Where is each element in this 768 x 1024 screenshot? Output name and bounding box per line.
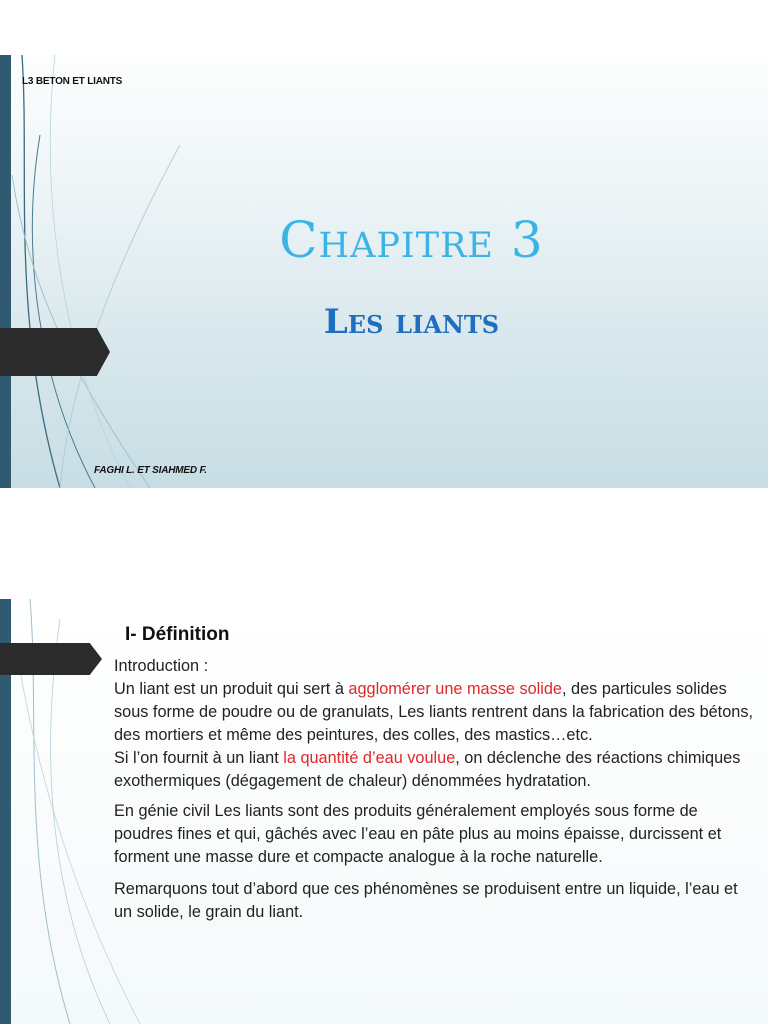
text-run: Si l’on fournit à un liant [114,749,284,767]
authors: FAGHI L. ET SIAHMED F. [94,465,207,476]
intro-label: Introduction : [114,657,209,675]
text-run: , on déclenche des réactions chimiques exothermiques (dégagement de chaleur) dénommées hydratation. [114,749,741,790]
body-text [114,655,754,924]
arrow-tab [0,643,102,675]
title-slide [0,55,768,488]
chapter-subtitle: Les liants [323,302,500,342]
definition-slide [0,599,768,1024]
paragraph-1 [114,678,754,793]
paragraph-2: En génie civil Les liants sont des produits généralement employés sous forme de poudres fines et qui, gâchés avec l’eau en pâte plus au moins épaisse, durcissent et forment une masse dure et compacte analogue à la roche naturelle. [114,802,722,866]
text-run: Un liant est un produit qui sert à [114,680,349,698]
text-run: , des particules solides sous forme de poudre ou de granulats, Les liants rentrent dans la fabrication des bétons, des mortiers et même des peintures, des colles, des mastics…etc. [114,680,753,744]
decorative-curves [0,55,200,488]
highlight-text: la quantité d’eau voulue [283,749,456,767]
highlight-text: agglomérer une masse solide [348,680,562,698]
course-label: L3 BETON ET LIANTS [22,76,123,87]
chapter-title: Chapitre 3 [279,211,544,269]
section-heading: I- Définition [125,624,230,645]
paragraph-3: Remarquons tout d’abord que ces phénomènes se produisent entre un liquide, l’eau et un solide, le grain du liant. [114,880,738,921]
